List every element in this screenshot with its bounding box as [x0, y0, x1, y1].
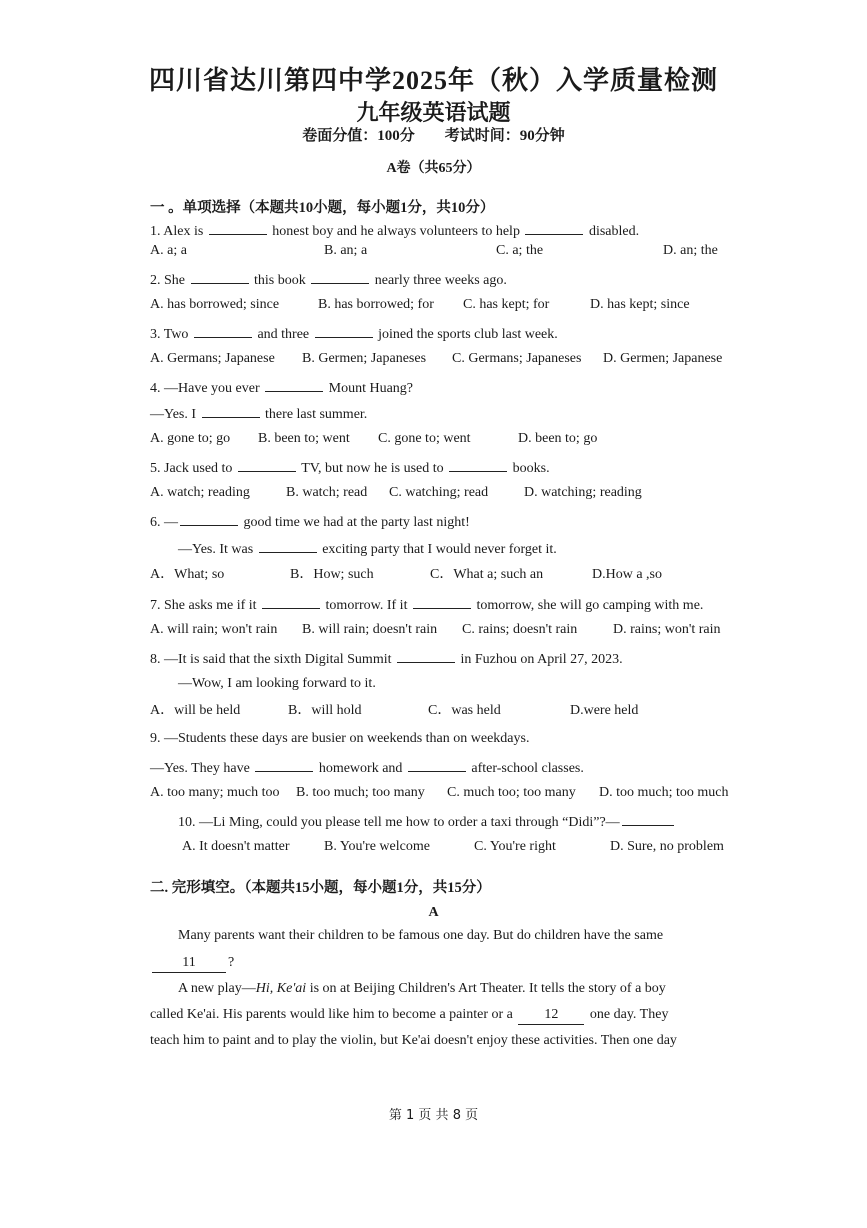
blank-11: 11 — [152, 954, 226, 973]
q10-option-c: C. You're right — [474, 839, 556, 854]
question-1-stem: 1. Alex is honest boy and he always volunteers to help disabled. — [150, 220, 639, 241]
q1-option-b: B. an; a — [324, 243, 368, 258]
question-2-stem: 2. She this book nearly three weeks ago. — [150, 269, 507, 290]
q7-option-c: C. rains; doesn't rain — [462, 622, 578, 637]
q4-option-a: A. gone to; go — [150, 431, 231, 446]
q5-option-d: D. watching; reading — [524, 485, 642, 500]
q9-option-d: D. too much; too much — [599, 785, 729, 800]
q9-option-b: B. too much; too many — [296, 785, 425, 800]
question-4-stem: 4. —Have you ever Mount Huang? — [150, 377, 413, 398]
q6-option-a: A．What; so — [150, 567, 225, 582]
q7-option-a: A. will rain; won't rain — [150, 622, 278, 637]
q2-option-c: C. has kept; for — [463, 297, 550, 312]
q5-option-a: A. watch; reading — [150, 485, 250, 500]
q10-option-a: A. It doesn't matter — [182, 839, 290, 854]
exam-meta: 卷面分值：100分 考试时间：90分钟 — [302, 128, 565, 144]
passage-line-1: Many parents want their children to be famous one day. But do children have the same — [178, 928, 664, 943]
question-8-stem: 8. —It is said that the sixth Digital Summit in Fuzhou on April 27, 2023. — [150, 648, 623, 669]
question-3-stem: 3. Two and three joined the sports club last week. — [150, 323, 558, 344]
q4-option-b: B. been to; went — [258, 431, 350, 446]
q5-option-c: C. watching; read — [389, 485, 489, 500]
question-6-stem: 6. — good time we had at the party last night! — [150, 511, 470, 532]
q6-option-d: D.How a ,so — [592, 567, 662, 582]
q2-option-b: B. has borrowed; for — [318, 297, 434, 312]
q3-option-d: D. Germen; Japanese — [603, 351, 723, 366]
question-9-reply: —Yes. They have homework and after-school classes. — [150, 757, 584, 778]
passage-label: A — [428, 905, 439, 920]
blank-12: 12 — [518, 1006, 584, 1025]
q9-option-a: A. too many; much too — [150, 785, 280, 800]
q4-option-d: D. been to; go — [518, 431, 598, 446]
q2-option-a: A. has borrowed; since — [150, 297, 280, 312]
volume-label: A卷（共65分） — [386, 161, 481, 176]
question-4-reply: —Yes. I there last summer. — [150, 403, 367, 424]
question-10-stem: 10. —Li Ming, could you please tell me how to order a taxi through “Didi”?— — [178, 811, 676, 832]
school-title: 四川省达川第四中学2025年（秋）入学质量检测 — [148, 66, 718, 95]
q1-option-d: D. an; the — [663, 243, 718, 258]
section-heading-2: 二. 完形填空。（本题共15小题，每小题1分，共15分） — [150, 880, 491, 896]
section-heading-1: 一 。单项选择（本题共10小题，每小题1分，共10分） — [150, 200, 495, 216]
passage-line-3: A new play—Hi, Ke'ai is on at Beijing Children's Art Theater. It tells the story of a boy — [178, 981, 666, 996]
page-footer: 第 1 页 共 8 页 — [388, 1108, 479, 1123]
q7-option-d: D. rains; won't rain — [613, 622, 721, 637]
q10-option-d: D. Sure, no problem — [610, 839, 724, 854]
passage-line-4: called Ke'ai. His parents would like him to become a painter or a 12 one day. They — [150, 1006, 668, 1025]
passage-line-5: teach him to paint and to play the violin, but Ke'ai doesn't enjoy these activities. Then one day — [150, 1033, 677, 1048]
question-5-stem: 5. Jack used to TV, but now he is used to books. — [150, 457, 550, 478]
question-9-stem: 9. —Students these days are busier on weekends than on weekdays. — [150, 731, 530, 746]
q6-option-c: C．What a; such an — [430, 567, 544, 582]
q3-option-b: B. Germen; Japaneses — [302, 351, 427, 366]
q8-option-a: A．will be held — [150, 703, 241, 718]
q1-option-a: A. a; a — [150, 243, 187, 258]
subject-title: 九年级英语试题 — [356, 100, 511, 125]
q8-option-d: D.were held — [570, 703, 639, 718]
question-7-stem: 7. She asks me if it tomorrow. If it tomorrow, she will go camping with me. — [150, 594, 703, 615]
q10-option-b: B. You're welcome — [324, 839, 430, 854]
passage-line-2: 11 ? — [150, 954, 234, 973]
q1-option-c: C. a; the — [496, 243, 544, 258]
question-8-reply: —Wow, I am looking forward to it. — [178, 676, 376, 691]
q3-option-c: C. Germans; Japaneses — [452, 351, 582, 366]
q8-option-b: B．will hold — [288, 703, 362, 718]
q5-option-b: B. watch; read — [286, 485, 368, 500]
q3-option-a: A. Germans; Japanese — [150, 351, 275, 366]
q7-option-b: B. will rain; doesn't rain — [302, 622, 438, 637]
question-6-reply: —Yes. It was exciting party that I would never forget it. — [178, 538, 557, 559]
q6-option-b: B．How; such — [290, 567, 374, 582]
q8-option-c: C．was held — [428, 703, 501, 718]
q9-option-c: C. much too; too many — [447, 785, 576, 800]
q4-option-c: C. gone to; went — [378, 431, 471, 446]
q2-option-d: D. has kept; since — [590, 297, 690, 312]
